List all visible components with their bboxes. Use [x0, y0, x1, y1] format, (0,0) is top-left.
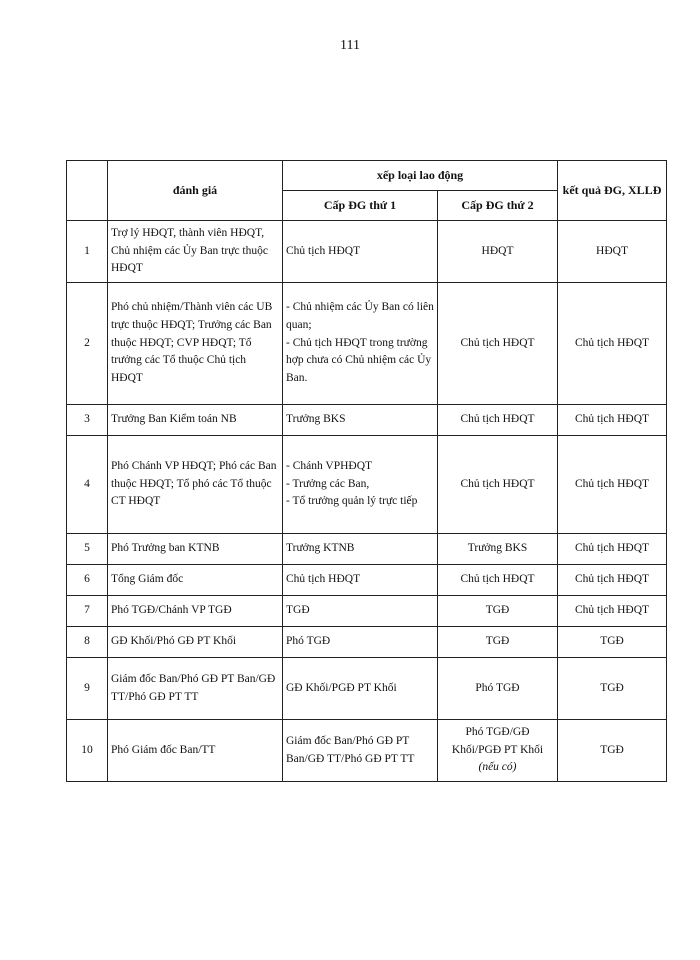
row-cap-1 — [283, 596, 438, 627]
cap2-note: (nếu có) — [478, 761, 517, 774]
table-row — [67, 627, 667, 658]
cap1-line: Giám đốc Ban/Phó GĐ PT Ban/GĐ TT/Phó GĐ PT TT — [286, 734, 415, 765]
row-danh-gia: GĐ Khối/Phó GĐ PT Khối — [108, 627, 283, 658]
cap1-line: Chủ tịch HĐQT — [286, 244, 361, 257]
table-row — [67, 720, 667, 782]
table-row — [67, 221, 667, 283]
evaluation-table — [66, 160, 667, 782]
row-cap-2: Chủ tịch HĐQT — [438, 405, 558, 436]
row-cap-2: Chủ tịch HĐQT — [438, 436, 558, 534]
row-cap-2 — [438, 720, 558, 782]
row-danh-gia: Trợ lý HĐQT, thành viên HĐQT, Chủ nhiệm các Ủy Ban trực thuộc HĐQT — [108, 221, 283, 283]
row-cap-1 — [283, 658, 438, 720]
cap1-line: - Chánh VPHĐQT — [286, 458, 434, 476]
table-row — [67, 283, 667, 405]
row-stt: 8 — [67, 627, 108, 658]
header-ket-qua: kết quả ĐG, XLLĐ — [558, 161, 667, 221]
row-stt: 5 — [67, 534, 108, 565]
row-cap-2: Chủ tịch HĐQT — [438, 565, 558, 596]
row-stt: 4 — [67, 436, 108, 534]
row-cap-1 — [283, 565, 438, 596]
row-cap-1 — [283, 405, 438, 436]
row-stt: 1 — [67, 221, 108, 283]
header-cap-2: Cấp ĐG thứ 2 — [438, 191, 558, 221]
row-stt: 10 — [67, 720, 108, 782]
cap1-line: - Chủ nhiệm các Ủy Ban có liên quan; — [286, 299, 434, 335]
row-ket-qua: Chủ tịch HĐQT — [558, 405, 667, 436]
row-ket-qua: Chủ tịch HĐQT — [558, 565, 667, 596]
row-danh-gia: Trưởng Ban Kiểm toán NB — [108, 405, 283, 436]
row-cap-1 — [283, 720, 438, 782]
table-row — [67, 534, 667, 565]
cap1-line: - Tổ trưởng quản lý trực tiếp — [286, 493, 434, 511]
row-danh-gia: Tổng Giám đốc — [108, 565, 283, 596]
row-ket-qua: Chủ tịch HĐQT — [558, 596, 667, 627]
row-cap-1 — [283, 436, 438, 534]
row-ket-qua: TGĐ — [558, 720, 667, 782]
header-xep-loai: xếp loại lao động — [283, 161, 558, 191]
row-danh-gia: Phó Giám đốc Ban/TT — [108, 720, 283, 782]
header-cap-1: Cấp ĐG thứ 1 — [283, 191, 438, 221]
row-danh-gia: Phó Chánh VP HĐQT; Phó các Ban thuộc HĐQT; Tổ phó các Tổ thuộc CT HĐQT — [108, 436, 283, 534]
cap1-line: Phó TGĐ — [286, 635, 331, 648]
header-danh-gia: đánh giá — [108, 161, 283, 221]
cap2-text: Phó TGĐ/GĐ Khối/PGĐ PT Khối — [451, 725, 544, 756]
row-cap-2: HĐQT — [438, 221, 558, 283]
cap1-line: Chủ tịch HĐQT — [286, 573, 361, 586]
row-stt: 7 — [67, 596, 108, 627]
cap1-line: Trưởng BKS — [286, 413, 346, 426]
row-ket-qua: TGĐ — [558, 627, 667, 658]
table-row — [67, 436, 667, 534]
cap1-line: GĐ Khối/PGĐ PT Khối — [286, 681, 397, 694]
cap1-line: Trưởng KTNB — [286, 542, 355, 555]
row-stt: 9 — [67, 658, 108, 720]
row-danh-gia: Giám đốc Ban/Phó GĐ PT Ban/GĐ TT/Phó GĐ PT TT — [108, 658, 283, 720]
row-cap-2: Trưởng BKS — [438, 534, 558, 565]
row-danh-gia: Phó TGĐ/Chánh VP TGĐ — [108, 596, 283, 627]
row-cap-1 — [283, 534, 438, 565]
row-cap-1 — [283, 627, 438, 658]
row-ket-qua: TGĐ — [558, 658, 667, 720]
cap1-line: TGĐ — [286, 604, 310, 617]
row-danh-gia: Phó Trưởng ban KTNB — [108, 534, 283, 565]
row-stt: 2 — [67, 283, 108, 405]
cap1-line: - Trưởng các Ban, — [286, 476, 434, 494]
row-danh-gia: Phó chủ nhiệm/Thành viên các UB trực thuộc HĐQT; Trưởng các Ban thuộc HĐQT; CVP HĐQT; Tổ trưởng các Tổ thuộc Chủ tịch HĐQT — [108, 283, 283, 405]
table-row — [67, 658, 667, 720]
row-cap-1 — [283, 221, 438, 283]
header-stt — [67, 161, 108, 221]
cap1-line: - Chủ tịch HĐQT trong trường hợp chưa có Chủ nhiệm các Ủy Ban. — [286, 335, 434, 388]
row-cap-2: Phó TGĐ — [438, 658, 558, 720]
row-ket-qua: Chủ tịch HĐQT — [558, 534, 667, 565]
row-cap-2: Chủ tịch HĐQT — [438, 283, 558, 405]
table-row — [67, 596, 667, 627]
row-ket-qua: HĐQT — [558, 221, 667, 283]
table-row — [67, 405, 667, 436]
row-cap-2: TGĐ — [438, 627, 558, 658]
row-stt: 6 — [67, 565, 108, 596]
row-cap-2: TGĐ — [438, 596, 558, 627]
row-stt: 3 — [67, 405, 108, 436]
row-cap-1 — [283, 283, 438, 405]
table-row — [67, 565, 667, 596]
row-ket-qua: Chủ tịch HĐQT — [558, 436, 667, 534]
page-number: 111 — [340, 38, 360, 53]
row-ket-qua: Chủ tịch HĐQT — [558, 283, 667, 405]
